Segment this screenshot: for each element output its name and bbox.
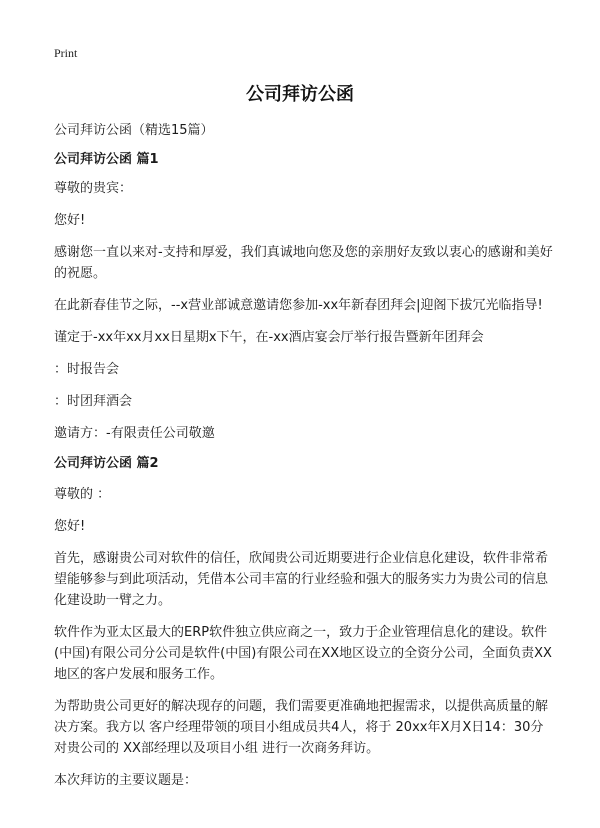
section1-paragraph-1: 感谢您一直以来对-支持和厚爱，我们真诚地向您及您的亲朋好友致以衷心的感谢和美好的祝愿。 xyxy=(54,245,553,281)
section1-paragraph-2: 在此新春佳节之际，--x营业部诚意邀请您参加-xx年新春团拜会|迎阁下拔冗光临指导! xyxy=(54,298,543,313)
section2-paragraph-3: 为帮助贵公司更好的解决现存的问题，我们需要更准确地把握需求，以提供高质量的解决方案。我方以 客户经理带领的项目小组成员共4人，将于 20xx年X月X日14：30分 对贵公司的 XX部经理以及项目小组 进行一次商务拜访。 xyxy=(54,699,549,756)
section1-greeting: 尊敬的贵宾： xyxy=(54,181,133,196)
document-title: 公司拜访公函 xyxy=(246,84,354,105)
section2-paragraph-1: 首先，感谢贵公司对软件的信任，欣闻贵公司近期要进行企业信息化建设，软件非常希望能够参与到此项活动，凭借本公司丰富的行业经验和强大的服务实力为贵公司的信息化建设助一臂之力。 xyxy=(54,551,549,608)
print-label: Print xyxy=(54,46,78,60)
section1-item-1: ：时报告会 xyxy=(54,362,120,377)
section2-hello: 您好! xyxy=(54,519,86,534)
section2-greeting: 尊敬的 ： xyxy=(54,487,111,502)
section2-heading: 公司拜访公函 篇2 xyxy=(54,456,159,471)
section1-inviter: 邀请方：-有限责任公司敬邀 xyxy=(54,426,215,441)
document-subtitle: 公司拜访公函（精选15篇） xyxy=(54,123,214,138)
section1-paragraph-3: 谨定于-xx年xx月xx日星期x下午，在-xx酒店宴会厅举行报告暨新年团拜会 xyxy=(54,330,484,345)
section1-item-2: ：时团拜酒会 xyxy=(54,394,133,409)
section2-paragraph-2: 软件作为亚太区最大的ERP软件独立供应商之一，致力于企业管理信息化的建设。软件(中国)有限公司分公司是软件(中国)有限公司在XX地区设立的全资分公司，全面负责XX地区的客户发展和服务工作。 xyxy=(54,625,552,682)
document-body xyxy=(54,120,554,791)
section1-heading: 公司拜访公函 篇1 xyxy=(54,152,159,167)
section2-paragraph-4: 本次拜访的主要议题是： xyxy=(54,773,198,788)
section1-hello: 您好! xyxy=(54,213,86,228)
